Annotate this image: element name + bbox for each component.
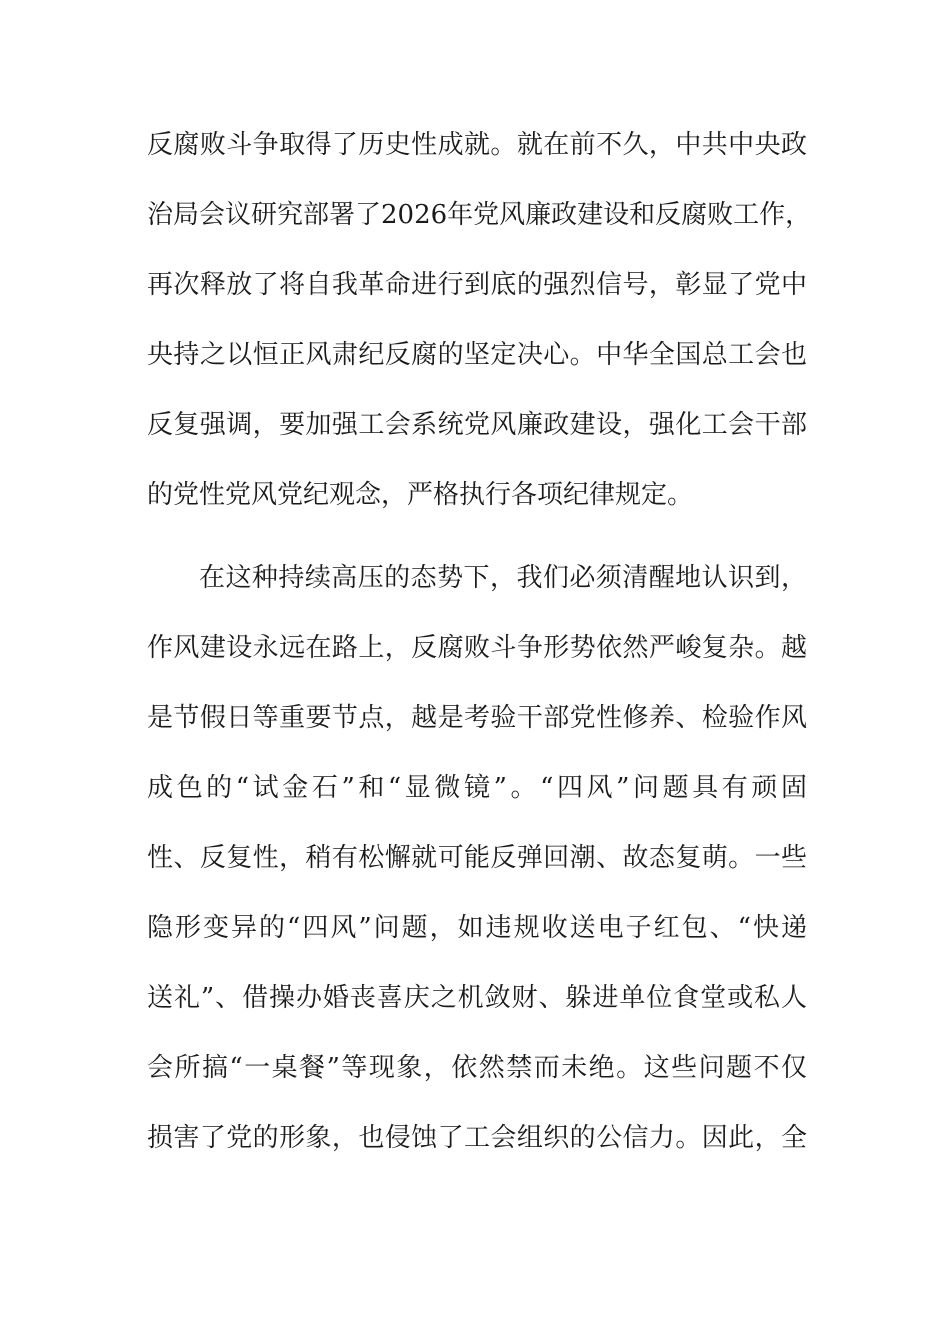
paragraph-2-line-6: 隐形变异的“四风”问题，如违规收送电子红包、“快递 bbox=[147, 913, 807, 943]
paragraph-2-line-9: 损害了党的形象，也侵蚀了工会组织的公信力。因此，全 bbox=[147, 1123, 807, 1153]
paragraph-2-line-7: 送礼”、借操办婚丧喜庆之机敛财、躲进单位食堂或私人 bbox=[147, 983, 807, 1013]
paragraph-1-line-3: 再次释放了将自我革命进行到底的强烈信号，彰显了党中 bbox=[147, 270, 807, 300]
paragraph-1-line-1: 反腐败斗争取得了历史性成就。就在前不久，中共中央政 bbox=[147, 130, 807, 160]
paragraph-2-line-1: 在这种持续高压的态势下，我们必须清醒地认识到， bbox=[199, 563, 807, 593]
paragraph-2-line-3: 是节假日等重要节点，越是考验干部党性修养、检验作风 bbox=[147, 703, 807, 733]
paragraph-1-line-6: 的党性党风党纪观念，严格执行各项纪律规定。 bbox=[147, 480, 694, 510]
paragraph-2-line-2: 作风建设永远在路上，反腐败斗争形势依然严峻复杂。越 bbox=[147, 633, 807, 663]
paragraph-2-line-8: 会所搞“一桌餐”等现象，依然禁而未绝。这些问题不仅 bbox=[147, 1053, 807, 1083]
paragraph-2-line-5: 性、反复性，稍有松懈就可能反弹回潮、故态复萌。一些 bbox=[147, 843, 807, 873]
paragraph-1-line-4: 央持之以恒正风肃纪反腐的坚定决心。中华全国总工会也 bbox=[147, 340, 807, 370]
paragraph-1-line-2: 治局会议研究部署了2026年党风廉政建设和反腐败工作， bbox=[147, 200, 812, 230]
paragraph-1-line-5: 反复强调，要加强工会系统党风廉政建设，强化工会干部 bbox=[147, 410, 807, 440]
paragraph-2-line-4: 成色的“试金石”和“显微镜”。“四风”问题具有顽固 bbox=[147, 773, 807, 803]
